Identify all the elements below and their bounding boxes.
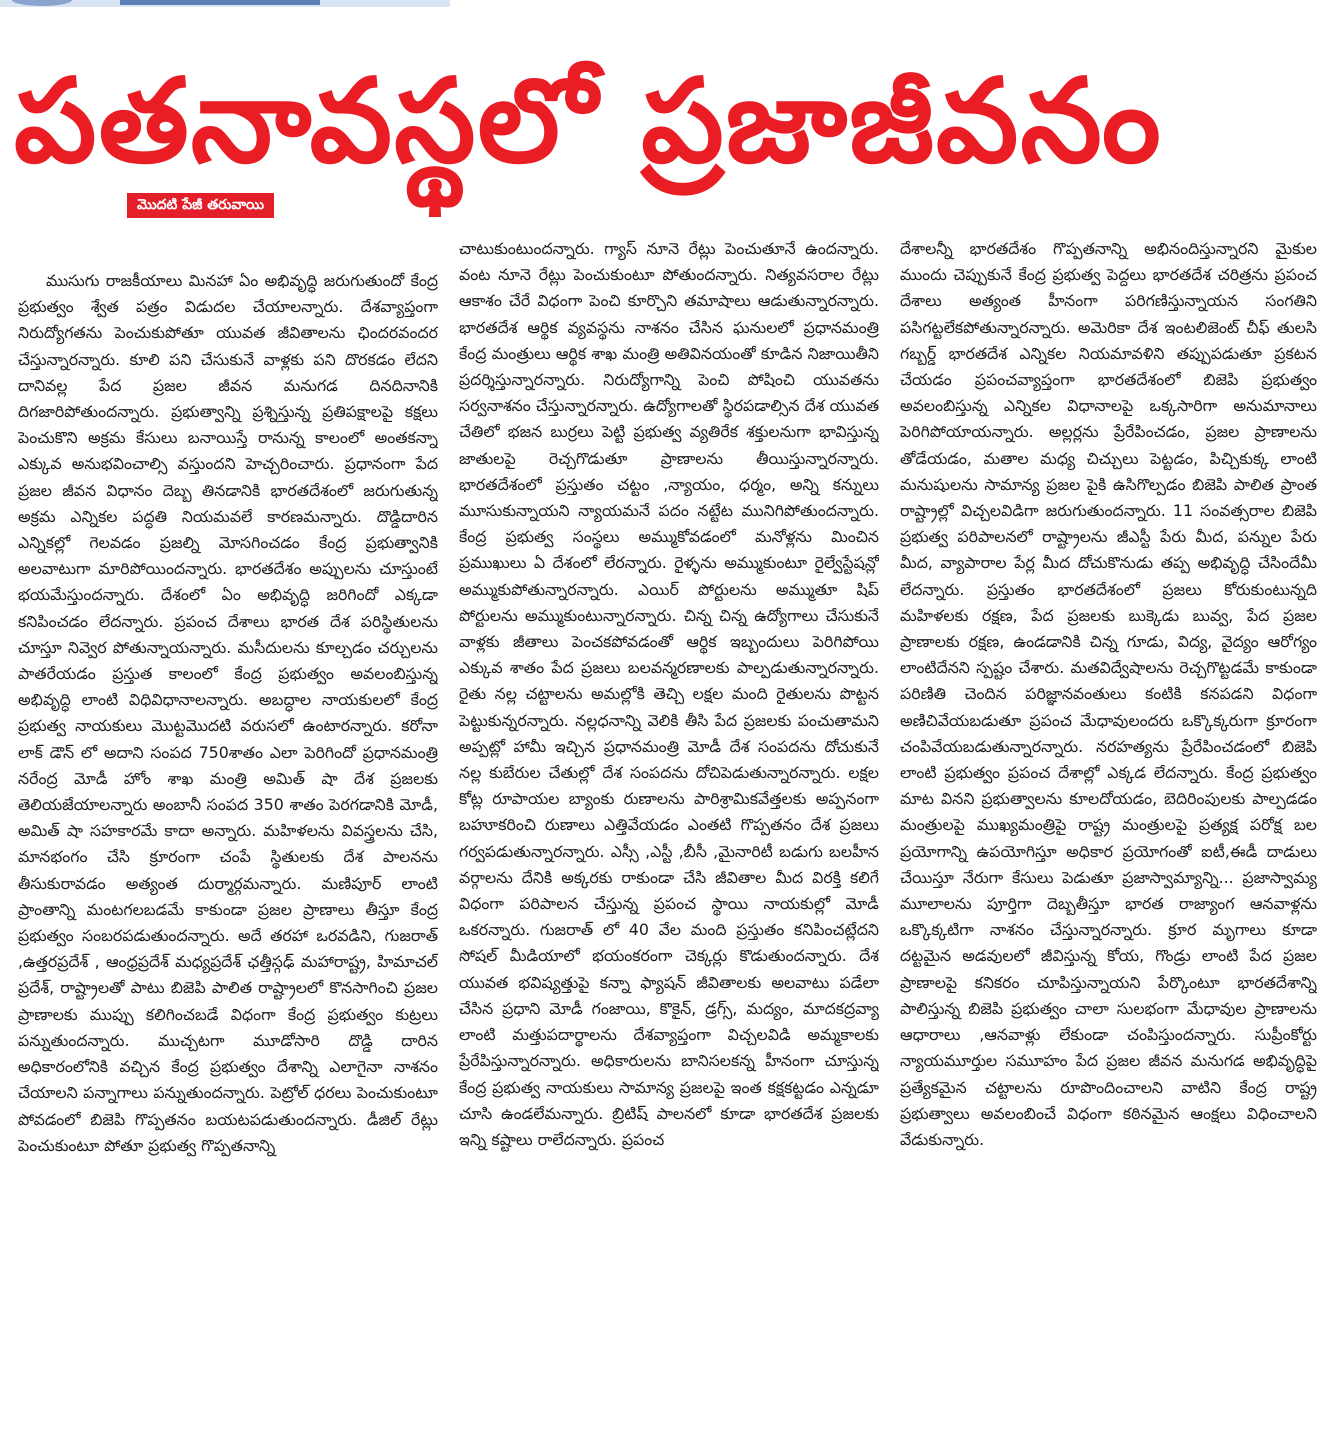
- article-column-1: ముసుగు రాజకీయాలు మినహా ఏం అభివృద్ధి జరుగుతుందో కేంద్ర ప్రభుత్వం శ్వేత పత్రం విడుదల చేయాలన్నారు. దేశవ్యాప్తంగా నిరుద్యోగతను పెంచుకుపోతూ యువత జీవితాలను ఛిందరవందర చేస్తున్నారన్నారు. కూలి పని చేసుకునే వాళ్లకు పని దొరకడం లేదని దానివల్ల పేద ప్రజల జీవన మనుగడ దినదినానికి దిగజారిపోతుందన్నారు. ప్రభుత్వాన్ని ప్రశ్నిస్తున్న ప్రతిపక్షాలపై కక్షలు పెంచుకొని అక్రమ కేసులు బనాయిస్తే రానున్న కాలంలో అంతకన్నా ఎక్కువ అనుభవించాల్సి వస్తుందని హెచ్చరించారు. ప్రధానంగా పేద ప్రజల జీవన విధానం దెబ్బ తినడానికి భారతదేశంలో జరుగుతున్న అక్రమ ఎన్నికల పద్ధతి నియమవలే కారణమన్నారు. దొడ్డిదారిన ఎన్నికల్లో గెలవడం ప్రజల్ని మోసగించడం కేంద్ర ప్రభుత్వానికి అలవాటుగా మారిపోయిందన్నారు. భారతదేశం అప్పులను చూస్తుంటే భయమేస్తుందన్నారు. దేశంలో ఏం అభివృద్ధి జరిగిందో ఎక్కడా కనిపించడం లేదన్నారు. ప్రపంచ దేశాలు భారత దేశ పరిస్థితులను చూస్తూ నివ్వెర పోతున్నాయన్నారు. మసీదులను కూల్చడం చర్చులను పాతరేయడం ప్రస్తుత కాలంలో కేంద్ర ప్రభుత్వం అవలంబిస్తున్న అభివృద్ధి లాంటి విధివిధానాలన్నారు. అబద్ధాల నాయకులలో కేంద్ర ప్రభుత్వ నాయకులు మొట్టమొదటి వరుసలో ఉంటారన్నారు. కరోనా లాక్ డౌన్ లో అదాని సంపద 750శాతం ఎలా పెరిగిందో ప్రధానమంత్రి నరేంద్ర మోడీ హోం శాఖ మంత్రి అమిత్ షా దేశ ప్రజలకు తెలియజేయాలన్నారు అంబానీ సంపద 350 శాతం పెరగడానికి మోడీ, అమిత్ షా సహకారమే కాదా అన్నారు. మహిళలను వివస్త్రలను చేసి, మానభంగం చేసి క్రూరంగా చంపే స్థితులకు దేశ పాలనను తీసుకురావడం అత్యంత దుర్మార్గమన్నారు. మణిపూర్ లాంటి ప్రాంతాన్ని మంటగలబడమే కాకుండా ప్రజల ప్రాణాలు తీస్తూ కేంద్ర ప్రభుత్వం సంబరపడుతుందన్నారు. అదే తరహా ఒరవడిని, గుజరాత్ ,ఉత్తరప్రదేశ్ , ఆంధ్రప్రదేశ్ మధ్యప్రదేశ్ ఛత్తీస్గఢ్ మహారాష్ట్ర, హిమాచల్ ప్రదేశ్, రాష్ట్రాలతో పాటు బిజెపి పాలిత రాష్ట్రాలలో కొనసాగించి ప్రజల ప్రాణాలకు ముప్పు కలిగించబడే విధంగా కేంద్ర ప్రభుత్వం కుట్రలు పన్నుతుందన్నారు. ముచ్చటగా మూడోసారి దొడ్డి దారిన అధికారంలోనికి వచ్చిన కేంద్ర ప్రభుత్వం దేశాన్ని ఎలాగైనా నాశనం చేయాలని పన్నాగాలు పన్నుతుందన్నారు. పెట్రోల్ ధరలు పెంచుకుంటూ పోవడంలో బిజెపి గొప్పతనం బయటపడుతుందన్నారు. డీజిల్ రేట్లు పెంచుకుంటూ పోతూ ప్రభుత్వ గొప్పతనాన్ని: [18, 271, 438, 1155]
- masthead-bar: [120, 0, 320, 5]
- continued-from-front-page-label: మొదటి పేజీ తరువాయి: [127, 193, 274, 218]
- headline: పతనావస్థలో ప్రజాజీవనం: [14, 54, 1163, 189]
- article-column-3: దేశాలన్నీ భారతదేశం గొప్పతనాన్ని అభినందిస్తున్నారని మైకుల ముందు చెప్పుకునే కేంద్ర ప్రభుత్వ పెద్దలు భారతదేశ చరిత్రను ప్రపంచ దేశాలు అత్యంత హీనంగా పరిగణిస్తున్నాయన సంగతిని పసిగట్టలేకపోతున్నారన్నారు. అమెరికా దేశ ఇంటలిజెంట్ చీఫ్ తులసి గబ్బర్డ్ భారతదేశ ఎన్నికల నియమావళిని తప్పుపడుతూ ప్రకటన చేయడం ప్రపంచవ్యాప్తంగా భారతదేశంలో బిజెపి ప్రభుత్వం అవలంబిస్తున్న ఎన్నికల విధానాలపై ఒక్కసారిగా అనుమానాలు పెరిగిపోయాయన్నారు. అల్లర్లను ప్రేరేపించడం, ప్రజల ప్రాణాలను తోడేయడం, మతాల మధ్య చిచ్చులు పెట్టడం, పిచ్చికుక్క లాంటి మనుషులను సామాన్య ప్రజల పైకి ఉసిగొల్పడం బిజెపి పాలిత ప్రాంత రాష్ట్రాల్లో విచ్చలవిడిగా జరుగుతుందన్నారు. 11 సంవత్సరాల బిజెపి ప్రభుత్వ పరిపాలనలో రాష్ట్రాలను జీఎస్టీ పేరు మీద, పన్నుల పేరు మీద, వ్యాపారాల పేర్ల మీద దోచుకొనుడు తప్ప అభివృద్ధి చేసిందేమీ లేదన్నారు. ప్రస్తుతం భారతదేశంలో ప్రజలు కోరుకుంటున్నది మహిళలకు రక్షణ, పేద ప్రజలకు బుక్కెడు బువ్వ, పేద ప్రజల ప్రాణాలకు రక్షణ, ఉండడానికి చిన్న గూడు, విద్య, వైద్యం ఆరోగ్యం లాంటిదేనని స్పష్టం చేశారు. మతవిద్వేషాలను రెచ్చగొట్టడమే కాకుండా పరిణితి చెందిన పరిజ్ఞానవంతులు కంటికి కనపడని విధంగా అణిచివేయబడుతూ ప్రపంచ మేధావులందరు ఒక్కొక్కరుగా క్రూరంగా చంపివేయబడుతున్నారన్నారు. నరహత్యను ప్రేరేపించడంలో బిజెపి లాంటి ప్రభుత్వం ప్రపంచ దేశాల్లో ఎక్కడ లేదన్నారు. కేంద్ర ప్రభుత్వం మాట వినని ప్రభుత్వాలను కూలదోయడం, బెదిరింపులకు పాల్పడడం మంత్రులపై ముఖ్యమంత్రిపై రాష్ట్ర మంత్రులపై ప్రత్యక్ష పరోక్ష బల ప్రయోగాన్ని ఉపయోగిస్తూ అధికార ప్రయోగంతో ఐటీ,ఈడీ దాడులు చేయిస్తూ నేరుగా కేసులు పెడుతూ ప్రజాస్వామ్యాన్ని... ప్రజాస్వామ్య మూలాలను పూర్తిగా దెబ్బతీస్తూ భారత రాజ్యాంగ ఆనవాళ్లను ఒక్కొక్కటిగా నాశనం చేస్తున్నారన్నారు. క్రూర మృగాలు కూడా దట్టమైన అడవులలో జీవిస్తున్న కోయ, గొండ్రు లాంటి పేద ప్రజల ప్రాణాలపై కనికరం చూపిస్తున్నాయని పేర్కొంటూ భారతదేశాన్ని పాలిస్తున్న బిజెపి ప్రభుత్వం చాలా సులభంగా మేధావుల ప్రాణాలను ఆధారాలు ,ఆనవాళ్లు లేకుండా చంపిస్తుందన్నారు. సుప్రీంకోర్టు న్యాయమూర్తుల సమూహం పేద ప్రజల జీవన మనుగడ అభివృద్ధిపై ప్రత్యేకమైన చట్టాలను రూపొందించాలని వాటిని కేంద్ర రాష్ట్ర ప్రభుత్వాలు అవలంబించే విధంగా కఠినమైన ఆంక్షలు విధించాలని వేడుకున్నారు.: [900, 239, 1317, 1149]
- article-column-2: చాటుకుంటుందన్నారు. గ్యాస్ నూనె రేట్లు పెంచుతూనే ఉందన్నారు. వంట నూనె రేట్లు పెంచుకుంటూ పోతుందన్నారు. నిత్యవసరాల రేట్లు ఆకాశం చేరే విధంగా పెంచి కూర్చొని తమాషాలు ఆడుతున్నారన్నారు. భారతదేశ ఆర్థిక వ్యవస్థను నాశనం చేసిన ఘనులలో ప్రధానమంత్రి కేంద్ర మంత్రులు ఆర్థిక శాఖ మంత్రి అతివినయంతో కూడిన నిజాయితీని ప్రదర్శిస్తున్నారన్నారు. నిరుద్యోగాన్ని పెంచి పోషించి యువతను సర్వనాశనం చేస్తున్నారన్నారు. ఉద్యోగాలతో స్థిరపడాల్సిన దేశ యువత చేతిలో భజన బుర్రలు పెట్టి ప్రభుత్వ వ్యతిరేక శక్తులనుగా భావిస్తున్న జాతులపై రెచ్చగొడుతూ ప్రాణాలను తీయిస్తున్నారన్నారు. భారతదేశంలో ప్రస్తుతం చట్టం ,న్యాయం, ధర్మం, అన్ని కన్నులు మూసుకున్నాయని న్యాయమనే పదం నట్టేట మునిగిపోతుందన్నారు. కేంద్ర ప్రభుత్వ సంస్థలు అమ్ముకోవడంలో మనోళ్లను మించిన ప్రముఖులు ఏ దేశంలో లేరన్నారు. రైళ్ళను అమ్ముకుంటూ రైల్వేస్టేషన్లో అమ్ముకుపోతున్నారన్నారు. ఎయిర్ పోర్టులను అమ్ముతూ షిప్ పోర్టులను అమ్ముకుంటున్నారన్నారు. చిన్న చిన్న ఉద్యోగాలు చేసుకునే వాళ్లకు జీతాలు పెంచకపోవడంతో ఆర్థిక ఇబ్బందులు పెరిగిపోయి ఎక్కువ శాతం పేద ప్రజలు బలవన్మరణాలకు పాల్పడుతున్నారన్నారు. రైతు నల్ల చట్టాలను అమల్లోకి తెచ్చి లక్షల మంది రైతులను పొట్టన పెట్టుకున్నరన్నారు. నల్లధనాన్ని వెలికి తీసి పేద ప్రజలకు పంచుతామని అప్పట్లో హామీ ఇచ్చిన ప్రధానమంత్రి మోడీ దేశ సంపదను దోచుకునే నల్ల కుబేరుల చేతుల్లో దేశ సంపదను దోచిపెడుతున్నారన్నారు. లక్షల కోట్ల రూపాయల బ్యాంకు రుణాలను పారిశ్రామికవేత్తలకు అప్పనంగా బహూకరించి రుణాలు ఎత్తివేయడం ఎంతటి గొప్పతనం దేశ ప్రజలు గర్వపడుతున్నారన్నారు. ఎస్సీ ,ఎస్టీ ,బీసీ ,మైనారిటీ బడుగు బలహీన వర్గాలను దేనికి అక్కరకు రాకుండా చేసి జీవితాల మీద విరక్తి కలిగే విధంగా పరిపాలన చేస్తున్న ప్రపంచ స్థాయి నాయకుల్లో మోడీ ఒకరన్నారు. గుజరాత్ లో 40 వేల మంది ప్రస్తుతం కనిపించట్లేదని సోషల్ మీడియాలో భయంకరంగా చెక్కర్లు కొడుతుందన్నారు. దేశ యువత భవిష్యత్తుపై కన్నా ఫ్యాషన్ జీవితాలకు అలవాటు పడేలా చేసిన ప్రధాని మోడీ గంజాయి, కొకైన్, డ్రగ్స్, మద్యం, మాదకద్రవ్యా లాంటి మత్తుపదార్థాలను దేశవ్యాప్తంగా విచ్చలవిడి అమ్మకాలకు ప్రేరేపిస్తున్నారన్నారు. అధికారులను బానిసలకన్న హీనంగా చూస్తున్న కేంద్ర ప్రభుత్వ నాయకులు సామాన్య ప్రజలపై ఇంత కక్షకట్టడం ఎన్నడూ చూసి ఉండలేమన్నారు. బ్రిటిష్ పాలనలో కూడా భారతదేశ ప్రజలకు ఇన్ని కష్టాలు రాలేదన్నారు. ప్రపంచ: [459, 239, 879, 1149]
- masthead-emblem: [12, 0, 72, 6]
- top-header-strip: [0, 0, 450, 7]
